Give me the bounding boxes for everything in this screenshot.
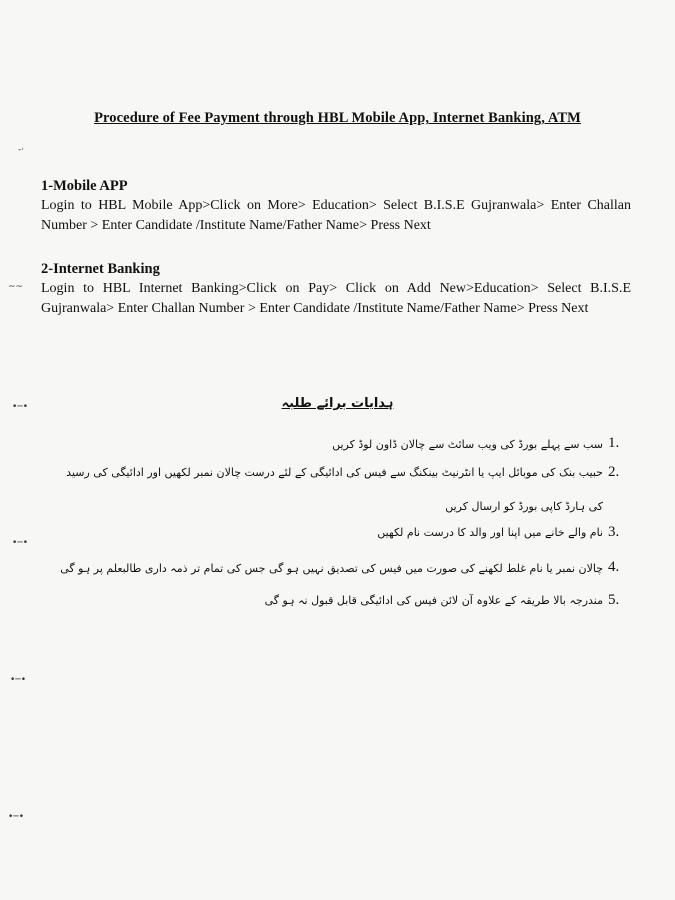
instruction-number: 2. <box>608 464 620 480</box>
instruction-text: حبیب بنک کی موبائل ایپ یا انٹرنیٹ بینکنگ سے فیس کی ادائیگی کے لئے درست چالان نمبر لکھیں اور ادائیگی کی رسید کی ہارڈ کاپی بورڈ کو ارسال کریں <box>66 466 603 513</box>
instruction-number: 5. <box>608 592 620 608</box>
instruction-text: مندرجہ بالا طریقہ کے علاوہ آن لائن فیس کی ادائیگی قابل قبول نہ ہو گی <box>264 594 603 607</box>
instruction-number: 1. <box>608 435 620 451</box>
section-heading: 1-Mobile APP <box>41 178 128 194</box>
instruction-text: نام والے خانے میں اپنا اور والد کا درست نام لکھیں <box>377 526 603 539</box>
section-body: Login to HBL Internet Banking>Click on Pay> Click on Add New>Education> Select B.I.S.E Gujranwala> Enter Challan Number > Enter Candidate /Institute Name/Father Name> Press Next <box>41 281 631 316</box>
section-body: Login to HBL Mobile App>Click on More> Education> Select B.I.S.E Gujranwala> Enter Challan Number > Enter Candidate /Institute Name/Father Name> Press Next <box>41 198 631 233</box>
section-heading: 2-Internet Banking <box>41 261 160 277</box>
section-internet-banking <box>41 259 631 319</box>
scan-mark: •─• <box>8 812 25 822</box>
instructions-heading: ہدایات برائے طلبہ <box>281 396 394 411</box>
instruction-text: چالان نمبر یا نام غلط لکھنے کی صورت میں فیس کی تصدیق نہیں ہو گی جس کی تمام تر ذمہ داری طالبعلم پر ہو گی <box>60 562 603 575</box>
instruction-text: سب سے پہلے بورڈ کی ویب سائٹ سے چالان ڈاون لوڈ کریں <box>332 438 603 451</box>
scan-mark: •─• <box>12 538 29 548</box>
scan-mark: •─• <box>10 675 27 685</box>
scan-mark: •─• <box>12 402 29 412</box>
instruction-number: 4. <box>608 559 620 575</box>
document-title: Procedure of Fee Payment through HBL Mobile App, Internet Banking, ATM <box>94 110 581 126</box>
scan-mark: ~~ <box>8 282 24 292</box>
section-mobile-app <box>41 176 631 236</box>
scan-mark: -· <box>18 145 25 155</box>
instruction-number: 3. <box>608 524 620 540</box>
